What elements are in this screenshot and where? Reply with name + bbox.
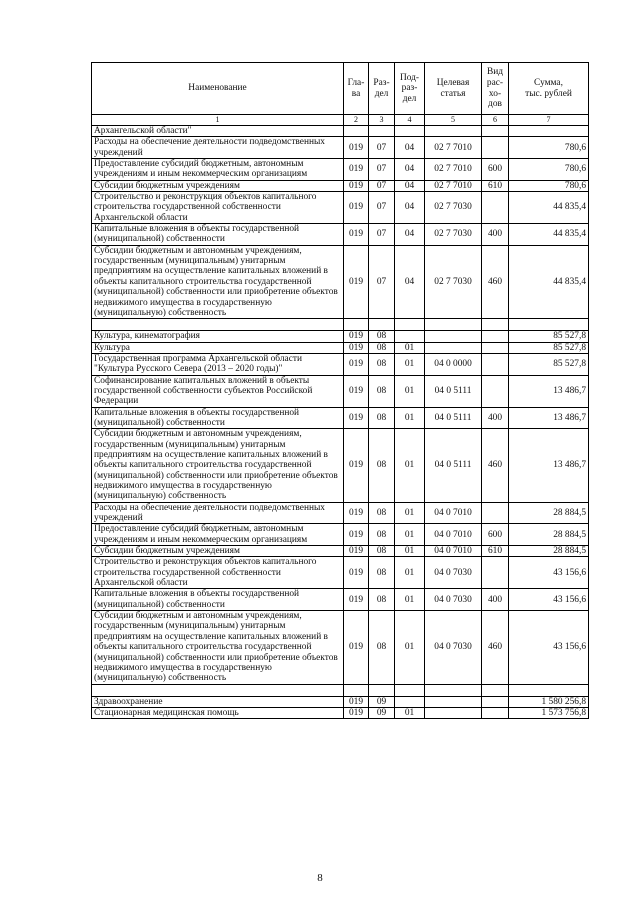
row-name: Предоставление субсидий бюджетным, автономным учреждениям и иным некоммерческим организациям [92,159,344,181]
header-sum: Сумма, тыс. рублей [509,63,589,115]
table-row [92,546,589,557]
row-sum: 780,6 [509,159,589,181]
row-target-article [425,331,482,342]
row-sum: 28 884,5 [509,524,589,546]
row-target-article: 04 0 7010 [425,546,482,557]
row-name: Капитальные вложения в объекты государственной (муниципальной) собственности [92,224,344,246]
table-row [92,342,589,353]
row-glava: 019 [344,707,369,718]
column-index: 3 [369,115,395,126]
row-expense-type: 400 [482,407,509,429]
row-target-article: 02 7 7030 [425,192,482,224]
column-index: 4 [395,115,425,126]
table-body [92,126,589,719]
row-target-article [425,319,482,331]
page-number: 8 [317,872,323,884]
row-name: Строительство и реконструкция объектов капитального строительства государственной собственности Архангельской области [92,192,344,224]
row-name [92,684,344,696]
row-razdel [369,684,395,696]
row-razdel: 09 [369,696,395,707]
row-razdel: 08 [369,429,395,502]
row-sum: 43 156,6 [509,611,589,684]
row-expense-type [482,375,509,407]
row-name: Расходы на обеспечение деятельности подведомственных учреждений [92,502,344,524]
row-expense-type: 600 [482,524,509,546]
row-glava: 019 [344,611,369,684]
row-target-article: 04 0 7030 [425,557,482,589]
row-podrazdel [395,696,425,707]
row-sum: 13 486,7 [509,375,589,407]
row-name: Культура, кинематография [92,331,344,342]
row-expense-type [482,126,509,137]
row-sum: 1 580 256,8 [509,696,589,707]
row-target-article: 02 7 7030 [425,245,482,318]
row-expense-type: 610 [482,546,509,557]
row-razdel: 08 [369,407,395,429]
row-razdel: 08 [369,611,395,684]
row-razdel: 09 [369,707,395,718]
budget-table [91,62,589,719]
column-index: 7 [509,115,589,126]
row-glava [344,319,369,331]
row-razdel [369,126,395,137]
row-razdel: 08 [369,331,395,342]
row-razdel: 07 [369,137,395,159]
header-glava: Гла- ва [344,63,369,115]
row-name: Здравоохранение [92,696,344,707]
row-podrazdel: 01 [395,557,425,589]
row-expense-type [482,557,509,589]
row-podrazdel [395,684,425,696]
column-index: 2 [344,115,369,126]
row-sum: 43 156,6 [509,589,589,611]
row-glava: 019 [344,137,369,159]
row-podrazdel: 04 [395,180,425,191]
row-expense-type: 460 [482,611,509,684]
row-name: Субсидии бюджетным и автономным учреждениям, государственным (муниципальным) унитарным предприятиям на осуществление капитальных вложений в объекты капитального строительства государственной (муниципальной) собственности или приобретение объектов недвижимого имущества в государственную (муниципальную) собственность [92,429,344,502]
row-razdel [369,319,395,331]
row-podrazdel: 04 [395,224,425,246]
row-glava: 019 [344,429,369,502]
row-expense-type [482,502,509,524]
row-glava: 019 [344,245,369,318]
row-target-article: 02 7 7030 [425,224,482,246]
row-razdel: 07 [369,224,395,246]
row-sum: 13 486,7 [509,429,589,502]
row-sum: 780,6 [509,180,589,191]
row-name: Архангельской области" [92,126,344,137]
table-row [92,407,589,429]
row-podrazdel [395,319,425,331]
table-row [92,696,589,707]
row-sum [509,126,589,137]
table-row [92,375,589,407]
row-name: Капитальные вложения в объекты государственной (муниципальной) собственности [92,589,344,611]
table-row [92,180,589,191]
row-expense-type [482,137,509,159]
row-glava: 019 [344,589,369,611]
row-target-article: 04 0 7030 [425,589,482,611]
row-razdel: 08 [369,502,395,524]
row-expense-type [482,319,509,331]
row-name: Капитальные вложения в объекты государственной (муниципальной) собственности [92,407,344,429]
row-razdel: 07 [369,159,395,181]
row-sum: 44 835,4 [509,245,589,318]
row-expense-type: 610 [482,180,509,191]
row-expense-type [482,684,509,696]
row-sum: 85 527,8 [509,342,589,353]
row-razdel: 08 [369,353,395,375]
row-sum: 85 527,8 [509,353,589,375]
table-row [92,192,589,224]
row-podrazdel: 01 [395,353,425,375]
row-glava: 019 [344,159,369,181]
row-razdel: 08 [369,557,395,589]
header-razdel: Раз- дел [369,63,395,115]
row-glava: 019 [344,696,369,707]
row-target-article: 04 0 5111 [425,407,482,429]
row-expense-type: 460 [482,429,509,502]
row-expense-type: 400 [482,224,509,246]
row-sum: 44 835,4 [509,192,589,224]
row-podrazdel: 01 [395,407,425,429]
row-name: Государственная программа Архангельской области "Культура Русского Севера (2013 – 2020 годы)" [92,353,344,375]
row-podrazdel: 01 [395,611,425,684]
row-razdel: 07 [369,245,395,318]
table-row [92,429,589,502]
row-target-article [425,696,482,707]
table-row [92,319,589,331]
row-razdel: 07 [369,180,395,191]
row-target-article: 04 0 5111 [425,375,482,407]
row-name: Субсидии бюджетным и автономным учреждениям, государственным (муниципальным) унитарным предприятиям на осуществление капитальных вложений в объекты капитального строительства государственной (муниципальной) собственности или приобретение объектов недвижимого имущества в государственную (муниципальную) собственность [92,245,344,318]
row-target-article [425,684,482,696]
row-podrazdel: 01 [395,502,425,524]
row-podrazdel [395,331,425,342]
row-sum: 43 156,6 [509,557,589,589]
table-row [92,331,589,342]
row-expense-type [482,707,509,718]
column-index: 6 [482,115,509,126]
row-podrazdel [395,126,425,137]
row-glava: 019 [344,353,369,375]
table-row [92,224,589,246]
column-index: 5 [425,115,482,126]
row-podrazdel: 01 [395,546,425,557]
row-glava: 019 [344,180,369,191]
row-target-article [425,126,482,137]
column-index: 1 [92,115,344,126]
table-row [92,159,589,181]
row-target-article: 04 0 7010 [425,502,482,524]
row-glava: 019 [344,407,369,429]
row-name: Субсидии бюджетным учреждениям [92,180,344,191]
row-podrazdel: 01 [395,524,425,546]
row-podrazdel: 01 [395,342,425,353]
row-sum: 1 573 756,8 [509,707,589,718]
table-row [92,707,589,718]
row-name [92,319,344,331]
row-glava: 019 [344,502,369,524]
row-target-article: 04 0 7030 [425,611,482,684]
row-glava: 019 [344,192,369,224]
row-podrazdel: 01 [395,707,425,718]
row-name: Предоставление субсидий бюджетным, автономным учреждениям и иным некоммерческим организациям [92,524,344,546]
table-row [92,524,589,546]
row-razdel: 08 [369,524,395,546]
row-podrazdel: 01 [395,375,425,407]
row-name: Субсидии бюджетным учреждениям [92,546,344,557]
row-expense-type [482,192,509,224]
row-glava: 019 [344,331,369,342]
row-expense-type [482,331,509,342]
header-podrazdel: Под- раз- дел [395,63,425,115]
row-sum: 28 884,5 [509,502,589,524]
row-sum: 85 527,8 [509,331,589,342]
row-razdel: 08 [369,546,395,557]
row-sum [509,319,589,331]
row-name: Строительство и реконструкция объектов капитального строительства государственной собственности Архангельской области [92,557,344,589]
table-row [92,557,589,589]
row-name: Субсидии бюджетным и автономным учреждениям, государственным (муниципальным) унитарным предприятиям на осуществление капитальных вложений в объекты капитального строительства государственной (муниципальной) собственности или приобретение объектов недвижимого имущества в государственную (муниципальную) собственность [92,611,344,684]
header-target: Целевая статья [425,63,482,115]
table-row [92,502,589,524]
row-razdel: 08 [369,589,395,611]
row-podrazdel: 04 [395,159,425,181]
row-name: Стационарная медицинская помощь [92,707,344,718]
table-row [92,353,589,375]
row-glava [344,684,369,696]
row-expense-type [482,342,509,353]
row-expense-type [482,353,509,375]
row-glava: 019 [344,546,369,557]
row-glava: 019 [344,224,369,246]
row-sum: 28 884,5 [509,546,589,557]
row-target-article [425,342,482,353]
table-row [92,137,589,159]
row-sum: 780,6 [509,137,589,159]
row-expense-type: 600 [482,159,509,181]
row-expense-type: 400 [482,589,509,611]
row-target-article: 04 0 0000 [425,353,482,375]
row-sum [509,684,589,696]
row-expense-type [482,696,509,707]
table-row [92,245,589,318]
row-razdel: 07 [369,192,395,224]
row-sum: 44 835,4 [509,224,589,246]
row-target-article: 04 0 7010 [425,524,482,546]
row-podrazdel: 01 [395,589,425,611]
row-glava: 019 [344,342,369,353]
row-target-article: 02 7 7010 [425,159,482,181]
row-podrazdel: 04 [395,192,425,224]
row-podrazdel: 01 [395,429,425,502]
table-row [92,684,589,696]
header-vid: Вид рас- хо- дов [482,63,509,115]
row-target-article: 02 7 7010 [425,180,482,191]
row-glava [344,126,369,137]
row-name: Культура [92,342,344,353]
row-expense-type: 460 [482,245,509,318]
table-row [92,589,589,611]
row-sum: 13 486,7 [509,407,589,429]
row-target-article [425,707,482,718]
row-glava: 019 [344,375,369,407]
row-razdel: 08 [369,342,395,353]
header-name: Наименование [92,63,344,115]
table-row [92,611,589,684]
row-razdel: 08 [369,375,395,407]
row-name: Софинансирование капитальных вложений в объекты государственной собственности субъектов Российской Федерации [92,375,344,407]
row-glava: 019 [344,557,369,589]
column-index-row [92,115,589,126]
row-target-article: 02 7 7010 [425,137,482,159]
row-target-article: 04 0 5111 [425,429,482,502]
row-podrazdel: 04 [395,137,425,159]
table-row [92,126,589,137]
row-podrazdel: 04 [395,245,425,318]
row-glava: 019 [344,524,369,546]
row-name: Расходы на обеспечение деятельности подведомственных учреждений [92,137,344,159]
header-row [92,63,589,115]
